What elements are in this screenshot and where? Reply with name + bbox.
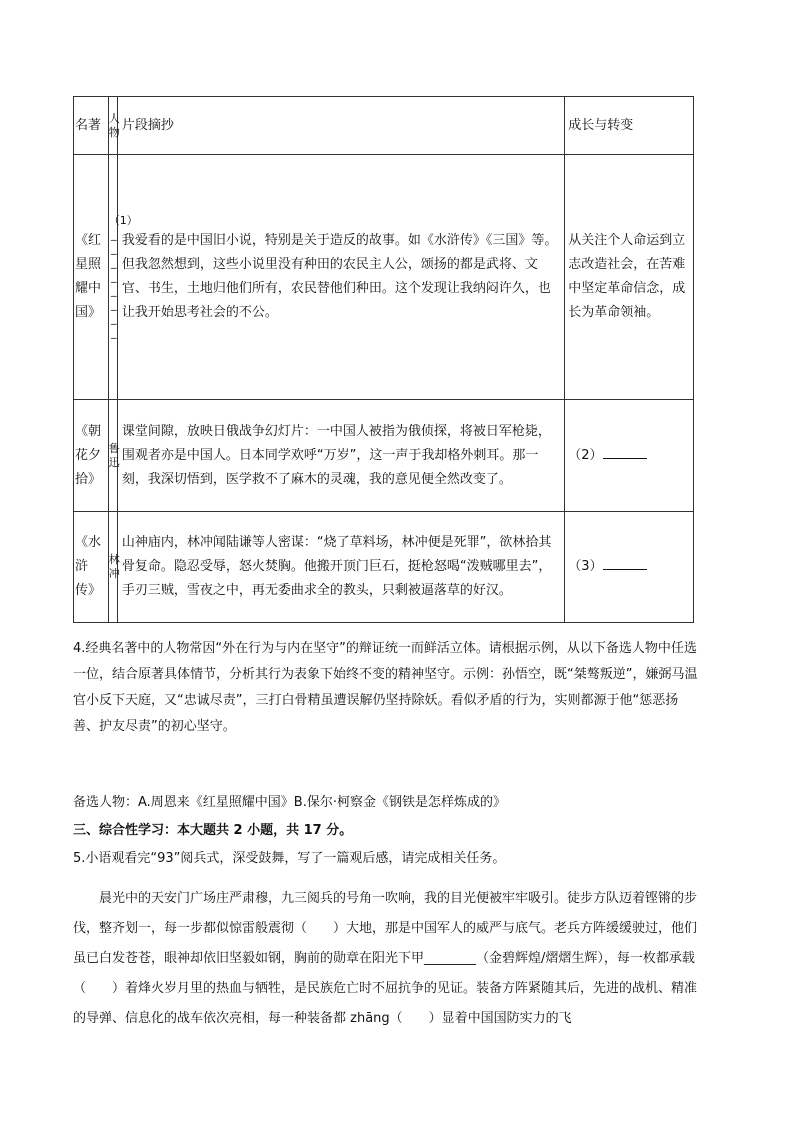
row3-book: 《水浒传》 xyxy=(74,512,109,623)
row1-growth: 从关注个人命运到立志改造社会，在苦难中坚定革命信念，成长为革命领袖。 xyxy=(565,155,694,400)
question-5-prompt: 5.小语观看完“93”阅兵式，深受鼓舞，写了一篇观后感，请完成相关任务。 xyxy=(73,851,506,866)
question-4-candidates: 备选人物：A.周恩来《红星照耀中国》B.保尔·柯察金《钢铁是怎样炼成的》 xyxy=(73,795,506,810)
header-growth: 成长与转变 xyxy=(565,97,694,155)
section-3-title: 三、综合性学习：本大题共 2 小题，共 17 分。 xyxy=(73,823,353,838)
row1-character xyxy=(108,155,138,400)
table-row xyxy=(74,155,694,400)
answer-blank-3[interactable] xyxy=(603,555,647,570)
row3-excerpt: 山神庙内，林冲闻陆谦等人密谋：“烧了草料场，林冲便是死罪”，欲林拾其骨复命。隐忍受辱，怒火焚胸。他搬开顶门巨石，挺枪怒喝“泼贼哪里去”，手刃三贼，雪夜之中，再无委曲求全的教头，只剩被逼落草的好汉。 xyxy=(117,512,564,623)
question-4: 4.经典名著中的人物常因“外在行为与内在坚守”的辩证统一而鲜活立体。请根据示例，从以下备选人物中任选一位，结合原著具体情节，分析其行为表象下始终不变的精神坚守。示例：孙悟空，既“桀骜叛逆”，嫌弼马温官小反下天庭，又“忠诚尽责”，三打白骨精虽遭误解仍坚持除妖。看似矛盾的行为，实则都源于他“惩恶扬善、护友尽责”的初心坚守。 xyxy=(73,641,698,734)
row2-book: 《朝花夕拾》 xyxy=(74,400,109,512)
row2-growth xyxy=(565,400,694,512)
answer-blank-2[interactable] xyxy=(603,444,647,459)
question-5-essay: 晨光中的天安门广场庄严肃穆，九三阅兵的号角一吹响，我的目光便被牢牢吸引。徒步方队迈着铿锵的步伐，整齐划一，每一步都似惊雷般震彻（ ）大地，那是中国军人的威严与底气。老兵方阵缓缓驶过，他们虽已白发苍苍，眼神却依旧坚毅如钢，胸前的勋章在阳光下甲________（金碧辉煌/熠熠生辉），每一枚都承载（ ）着烽火岁月里的热血与牺牲，是民族危亡时不屈抗争的见证。装备方阵紧随其后，先进的战机、精准的导弹、信息化的战车依次亮相，每一种装备都 zhāng（ ）显着中国国防实力的飞 xyxy=(73,891,698,1026)
header-character xyxy=(108,97,120,155)
reading-table xyxy=(73,96,694,623)
row1-character-blank: （1）________ xyxy=(108,214,138,339)
table-row xyxy=(74,512,694,623)
table-header-row xyxy=(74,97,694,155)
header-character-text: 人物 xyxy=(108,111,120,139)
row3-growth xyxy=(565,512,694,623)
row2-character xyxy=(108,400,120,512)
row2-excerpt: 课堂间隙，放映日俄战争幻灯片：一中国人被指为俄侦探，将被日军枪毙，围观者亦是中国人。日本同学欢呼“万岁”，这一声于我却格外刺耳。那一刻，我深切悟到，医学救不了麻木的灵魂，我的意见便全然改变了。 xyxy=(117,400,564,512)
header-excerpt: 片段摘抄 xyxy=(117,97,564,155)
table-row xyxy=(74,400,694,512)
row2-character-text: 鲁迅 xyxy=(108,441,120,469)
row3-growth-label: （3） xyxy=(568,559,603,574)
header-book: 名著 xyxy=(74,97,109,155)
row1-book: 《红星照耀中国》 xyxy=(74,155,109,400)
row3-character-text: 林冲 xyxy=(108,553,120,580)
row1-excerpt: 我爱看的是中国旧小说，特别是关于造反的故事。如《水浒传》《三国》等。但我忽然想到，这些小说里没有种田的农民主人公，颂扬的都是武将、文官、书生，土地归他们所有，农民替他们种田。这个发现让我纳闷许久，也让我开始思考社会的不公。 xyxy=(117,155,564,400)
row3-character xyxy=(108,512,120,623)
row2-growth-label: （2） xyxy=(568,447,603,463)
